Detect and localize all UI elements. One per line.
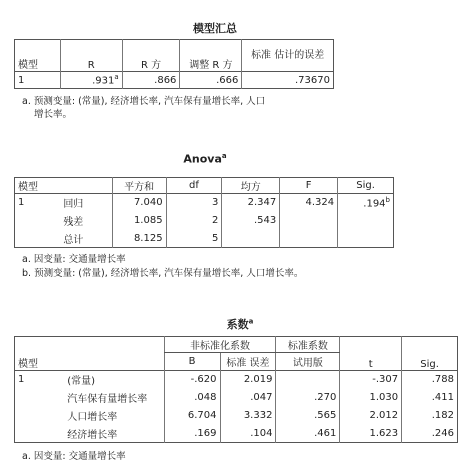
- row-model: 1: [18, 74, 25, 86]
- anova-cell-df: 5: [166, 230, 222, 248]
- coefficients-table: [14, 336, 458, 443]
- anova-row-label: 残差: [63, 217, 84, 228]
- coef-header-t: t: [340, 337, 402, 371]
- coefficients-title: [190, 316, 290, 332]
- coef-header-beta: 试用版: [276, 353, 340, 371]
- coef-row-label: (常量): [67, 376, 96, 388]
- anova-cell-df: 2: [166, 212, 222, 230]
- header-model: 模型: [18, 60, 38, 71]
- coef-header-unstd: 非标准化系数: [164, 337, 276, 353]
- anova-note-b: b. 预测变量: (常量), 经济增长率, 汽车保有量增长率, 人口增长率。: [22, 268, 304, 279]
- anova-cell-ss: 7.040: [112, 194, 166, 212]
- coef-cell-beta: .270: [276, 389, 340, 407]
- cell-adj-r-square: .666: [180, 72, 242, 89]
- cell-std-err: .73670: [242, 72, 334, 89]
- anova-cell-ss: 1.085: [112, 212, 166, 230]
- anova-sig-value: .194: [363, 198, 386, 210]
- coef-header-sig: Sig.: [402, 337, 458, 371]
- coef-cell-b: .048: [164, 389, 220, 407]
- coef-cell-beta: [276, 371, 340, 389]
- cell-r: [60, 72, 122, 89]
- coef-cell-sig: .788: [402, 371, 458, 389]
- coef-header-se: 标准 误差: [220, 353, 276, 371]
- coef-cell-sig: .246: [402, 425, 458, 443]
- anova-cell-f: [280, 230, 338, 248]
- anova-cell-df: 3: [166, 194, 222, 212]
- cell-r-value: .931: [92, 75, 115, 87]
- header-r-square: R 方: [122, 40, 180, 72]
- coef-cell-b: .169: [164, 425, 220, 443]
- coef-cell-t: 1.030: [340, 389, 402, 407]
- coef-row-label: 人口增长率: [67, 412, 118, 423]
- anova-cell-sig: [338, 194, 394, 212]
- coef-cell-se: .047: [220, 389, 276, 407]
- anova-header-model: 模型: [18, 182, 38, 193]
- header-std-err: [242, 40, 334, 72]
- model-summary-title-text: 模型汇总: [193, 22, 237, 35]
- anova-cell-ms: 2.347: [222, 194, 280, 212]
- coef-model-num: 1: [18, 374, 25, 386]
- coefficients-title-sup: a: [248, 317, 254, 326]
- coef-header-model: 模型: [18, 359, 38, 370]
- coef-cell-beta: .461: [276, 425, 340, 443]
- cell-r-sup: a: [114, 73, 119, 82]
- coef-cell-sig: .182: [402, 407, 458, 425]
- coef-row-label: 经济增长率: [67, 429, 118, 441]
- coefficients-note: [22, 450, 126, 463]
- coef-cell-t: 1.623: [340, 425, 402, 443]
- anova-sig-sup: b: [385, 196, 390, 205]
- coef-cell-se: .104: [220, 425, 276, 443]
- coefficients-note-a: a. 因变量: 交通量增长率: [22, 451, 126, 462]
- model-summary-note-line1: a. 预测变量: (常量), 经济增长率, 汽车保有量增长率, 人口: [22, 96, 266, 107]
- coef-cell-b: 6.704: [164, 407, 220, 425]
- header-r: R: [60, 40, 122, 72]
- header-adj-r-square: 调整 R 方: [180, 40, 242, 72]
- anova-note-a: a. 因变量: 交通量增长率: [22, 254, 126, 265]
- anova-cell-ss: 8.125: [112, 230, 166, 248]
- anova-title: [150, 152, 260, 166]
- coef-cell-t: -.307: [340, 371, 402, 389]
- coef-header-b: B: [164, 353, 220, 371]
- model-summary-note-line2: 增长率。: [34, 109, 73, 120]
- anova-model-num: 1: [18, 197, 25, 209]
- anova-cell-sig: [338, 230, 394, 248]
- coef-row-label: 汽车保有量增长率: [67, 394, 148, 405]
- anova-title-text: Anova: [183, 152, 222, 166]
- cell-r-square: .866: [122, 72, 180, 89]
- anova-row-label: 回归: [63, 199, 84, 211]
- coef-cell-se: 2.019: [220, 371, 276, 389]
- anova-header-ms: 均方: [222, 178, 280, 194]
- anova-header-ss: 平方和: [112, 178, 166, 194]
- coef-header-std: 标准系数: [276, 337, 340, 353]
- model-summary-title: [140, 20, 290, 36]
- anova-row-label: 总计: [63, 234, 84, 246]
- anova-title-sup: a: [221, 152, 227, 160]
- anova-cell-ms: .543: [222, 212, 280, 230]
- anova-notes: [22, 253, 303, 280]
- anova-table: [14, 177, 394, 248]
- anova-cell-f: [280, 212, 338, 230]
- coef-cell-se: 3.332: [220, 407, 276, 425]
- model-summary-note: [22, 95, 265, 121]
- anova-header-df: df: [166, 178, 222, 194]
- header-std-err-text: 标准 估计的误差: [251, 50, 325, 61]
- anova-header-f: F: [280, 178, 338, 194]
- anova-cell-ms: [222, 230, 280, 248]
- model-summary-table: [14, 39, 334, 89]
- coef-cell-beta: .565: [276, 407, 340, 425]
- anova-cell-sig: [338, 212, 394, 230]
- coef-cell-t: 2.012: [340, 407, 402, 425]
- coef-cell-sig: .411: [402, 389, 458, 407]
- coefficients-title-text: 系数: [226, 318, 249, 331]
- coef-cell-b: -.620: [164, 371, 220, 389]
- anova-header-sig: Sig.: [338, 178, 394, 194]
- anova-cell-f: 4.324: [280, 194, 338, 212]
